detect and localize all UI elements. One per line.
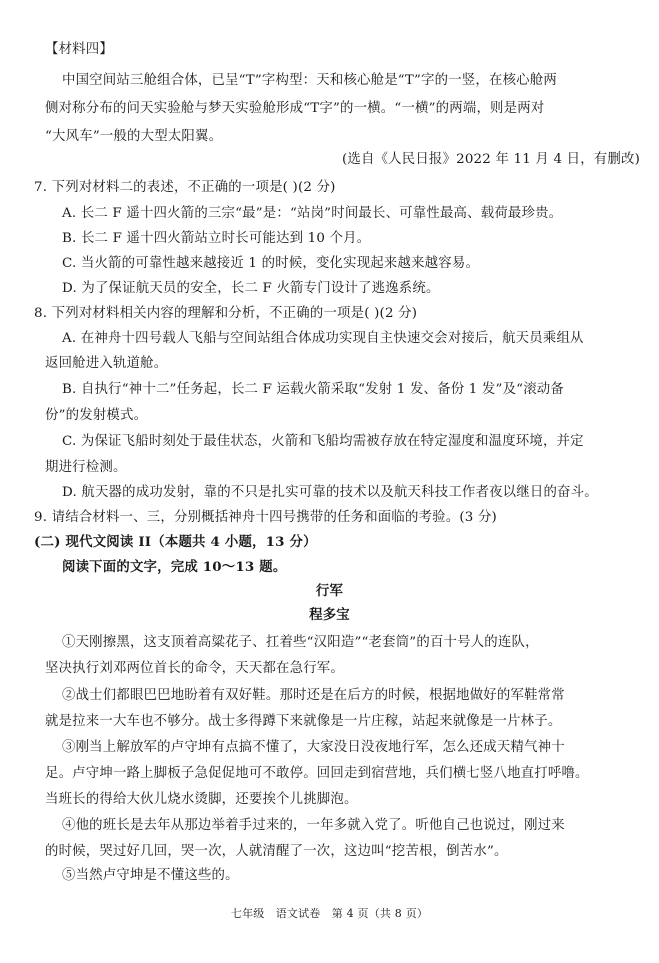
story-paragraph-line: 坚决执行刘邓两位首长的命令，天天都在急行军。 xyxy=(45,661,344,676)
section-2-instruction: 阅读下面的文字，完成 10～13 题。 xyxy=(62,559,287,575)
material4-heading: 【材料四】 xyxy=(45,42,113,57)
story-paragraph-line: ⑤当然卢守坤是不懂这些的。 xyxy=(62,868,239,883)
question-8-stem: 8. 下列对材料相关内容的理解和分析，不正确的一项是( )(2 分) xyxy=(34,306,418,321)
story-paragraph-line: ④他的班长是去年从那边举着手过来的，一年多就入党了。听他自己也说过，刚过来 xyxy=(62,818,565,833)
question-8-option-b: B. 自执行“神十二”任务起，长二 F 运载火箭采取“发射 1 发、备份 1 发”及“滚动备 xyxy=(62,382,564,397)
story-paragraph-line: 的时候，哭过好几回，哭一次，人就清醒了一次，这边叫“挖苦根，倒苦水”。 xyxy=(45,844,508,859)
material4-paragraph-line: 侧对称分布的问天实验舱与梦天实验舱形成“T字”的一横。“一横”的两端，则是两对 xyxy=(45,101,545,116)
question-8-option-a-cont: 返回舱进入轨道舱。 xyxy=(45,356,168,371)
page-footer: 七年级 语文试卷 第 4 页（共 8 页） xyxy=(230,907,429,920)
question-8-option-a: A. 在神舟十四号载人飞船与空间站组合体成功实现自主快速交会对接后，航天员乘组从 xyxy=(62,331,584,346)
question-8-option-c: C. 为保证飞船时刻处于最佳状态，火箭和飞船均需被存放在特定湿度和温度环境，并定 xyxy=(62,434,584,449)
story-paragraph-line: ②战士们都眼巴巴地盼着有双好鞋。那时还是在后方的时候，根据地做好的军鞋常常 xyxy=(62,688,565,703)
story-paragraph-line: 就是拉来一大车也不够分。战士多得蹲下来就像是一片庄稼，站起来就像是一片林子。 xyxy=(45,714,562,729)
section-2-heading: (二) 现代文阅读 II（本题共 4 小题，13 分） xyxy=(34,534,317,550)
story-paragraph-line: ③刚当上解放军的卢守坤有点搞不懂了，大家没日没夜地行军，怎么还成天精气神十 xyxy=(62,740,565,755)
question-8-option-d: D. 航天器的成功发射，靠的不只是扎实可靠的技术以及航天科技工作者夜以继日的奋斗。 xyxy=(62,485,598,500)
question-7-option-c: C. 当火箭的可靠性越来越接近 1 的时候，变化实现起来越来越容易。 xyxy=(62,256,480,271)
material4-paragraph-line: 中国空间站三舱组合体，已呈“T”字构型：天和核心舱是“T”字的一竖，在核心舱两 xyxy=(62,73,557,88)
question-7-option-d: D. 为了保证航天员的安全，长二 F 火箭专门设计了逃逸系统。 xyxy=(62,281,440,296)
story-title: 行军 xyxy=(315,583,344,599)
material4-source: (选自《人民日报》2022 年 11 月 4 日，有删改) xyxy=(341,152,640,167)
question-8-option-b-cont: 份”的发射模式。 xyxy=(45,408,148,423)
question-8-option-c-cont: 期进行检测。 xyxy=(45,460,127,475)
story-author: 程多宝 xyxy=(309,607,350,623)
story-paragraph-line: ①天刚擦黑，这支顶着高粱花子、扛着些“汉阳造”“老套筒”的百十号人的连队， xyxy=(62,635,539,650)
story-paragraph-line: 足。卢守坤一路上脚板子急促促地可不敢停。回回走到宿营地，兵们横七竖八地直打呼噜。 xyxy=(45,766,589,781)
material4-paragraph-line: “大风车”一般的大型太阳翼。 xyxy=(45,129,223,144)
question-7-option-a: A. 长二 F 遥十四火箭的三宗“最”是：“站岗”时间最长、可靠性最高、载荷最珍贵。 xyxy=(62,206,563,221)
question-9-stem: 9. 请结合材料一、三，分别概括神舟十四号携带的任务和面临的考验。(3 分) xyxy=(34,510,497,525)
story-paragraph-line: 当班长的得给大伙儿烧水烫脚，还要挨个儿挑脚泡。 xyxy=(45,792,358,807)
question-7-option-b: B. 长二 F 遥十四火箭站立时长可能达到 10 个月。 xyxy=(62,231,371,246)
question-7-stem: 7. 下列对材料二的表述，不正确的一项是( )(2 分) xyxy=(34,180,336,195)
